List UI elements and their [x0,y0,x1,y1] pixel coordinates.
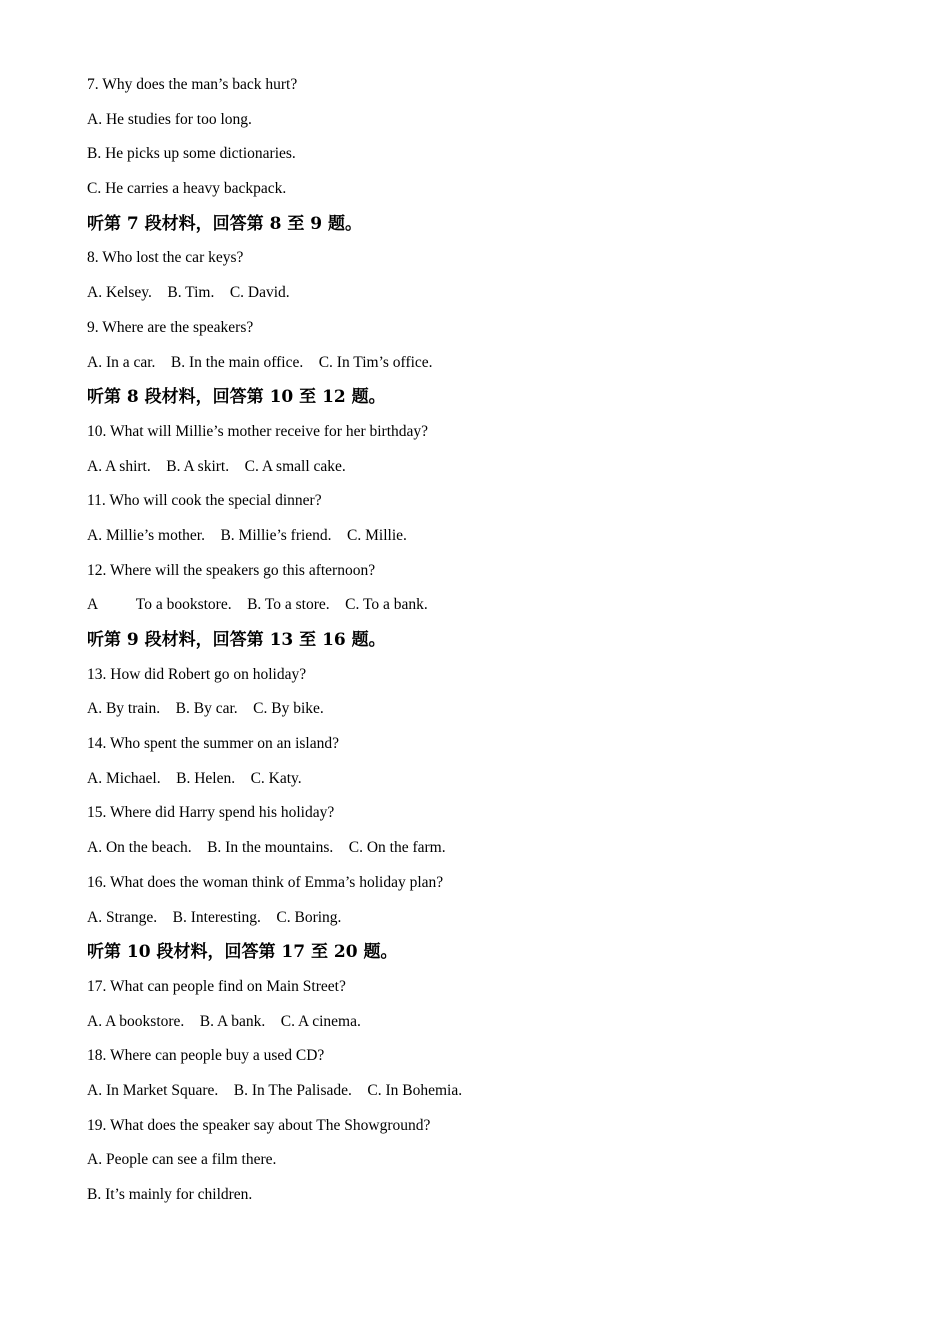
options-8: A. Kelsey. B. Tim. C. David. [87,284,290,302]
question-19: 19. What does the speaker say about The Showground? [87,1116,431,1134]
options-18: A. In Market Square. B. In The Palisade. C. In Bohemia. [87,1081,463,1099]
options-9: A. In a car. B. In the main office. C. In Tim’s office. [87,353,433,371]
question-12: 12. Where will the speakers go this afternoon? [87,561,376,579]
options-10: A. A shirt. B. A skirt. C. A small cake. [87,457,346,475]
options-15: A. On the beach. B. In the mountains. C. On the farm. [87,839,446,857]
options-16: A. Strange. B. Interesting. C. Boring. [87,908,342,926]
question-16: 16. What does the woman think of Emma’s holiday plan? [87,873,444,891]
question-17: 17. What can people find on Main Street? [87,977,346,995]
question-18: 18. Where can people buy a used CD? [87,1047,325,1065]
question-9: 9. Where are the speakers? [87,318,254,336]
options-14: A. Michael. B. Helen. C. Katy. [87,769,302,787]
options-12: A To a bookstore. B. To a store. C. To a bank. [87,596,428,614]
question-7: 7. Why does the man’s back hurt? [87,76,298,93]
section-heading-10: 听第 10 段材料，回答第 17 至 20 题。 [87,942,398,963]
question-10: 10. What will Millie’s mother receive for her birthday? [87,422,429,440]
option-7a: A. He studies for too long. [87,110,252,128]
question-15: 15. Where did Harry spend his holiday? [87,804,335,822]
options-11: A. Millie’s mother. B. Millie’s friend. C. Millie. [87,526,407,544]
option-19b: B. It’s mainly for children. [87,1186,253,1203]
question-13: 13. How did Robert go on holiday? [87,665,307,683]
option-7b: B. He picks up some dictionaries. [87,145,296,163]
section-heading-7: 听第 7 段材料，回答第 8 至 9 题。 [87,213,362,234]
options-13: A. By train. B. By car. C. By bike. [87,700,324,718]
question-14: 14. Who spent the summer on an island? [87,735,339,753]
options-17: A. A bookstore. B. A bank. C. A cinema. [87,1012,361,1030]
section-heading-8: 听第 8 段材料，回答第 10 至 12 题。 [87,387,386,408]
question-11: 11. Who will cook the special dinner? [87,492,322,510]
option-7c: C. He carries a heavy backpack. [87,180,287,198]
option-19a: A. People can see a film there. [87,1151,277,1169]
question-8: 8. Who lost the car keys? [87,249,244,267]
section-heading-9: 听第 9 段材料，回答第 13 至 16 题。 [87,630,386,650]
document-page [87,73,887,1218]
